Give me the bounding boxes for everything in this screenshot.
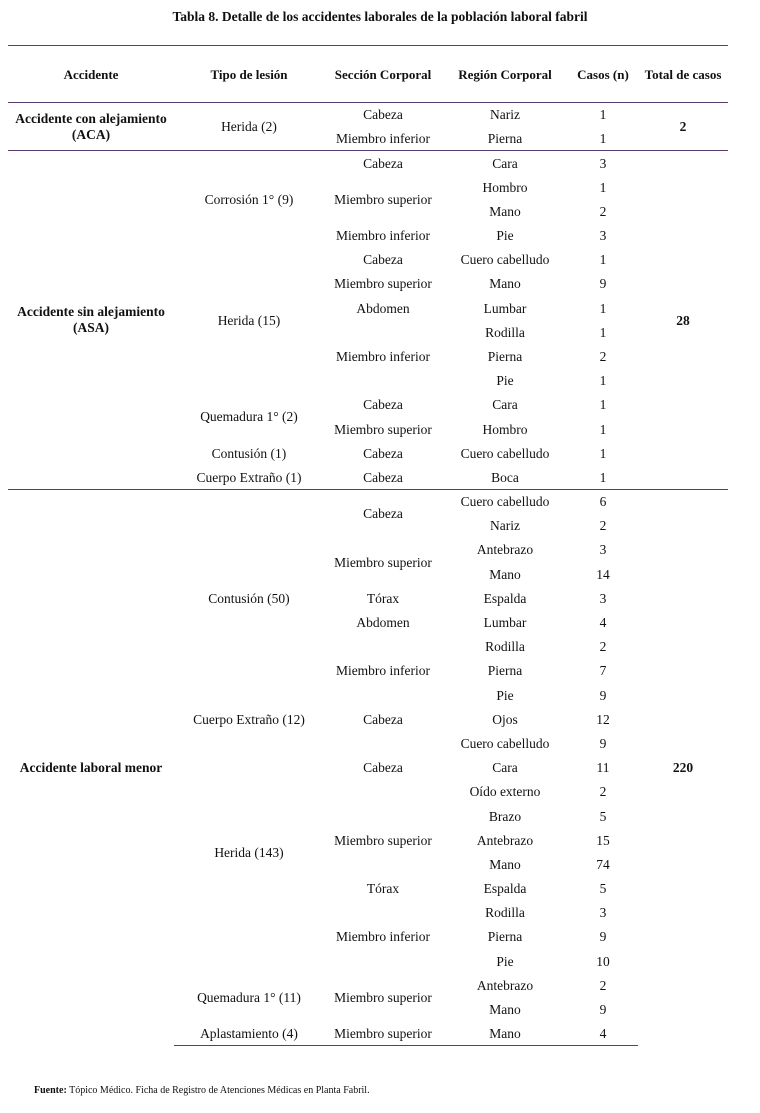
casos-cell: 9 bbox=[599, 929, 607, 945]
tipo-lesion-cell: Cuerpo Extraño (12) bbox=[193, 711, 305, 727]
seccion-corporal-cell: Cabeza bbox=[363, 760, 403, 776]
region-corporal-cell: Pierna bbox=[487, 929, 523, 945]
region-corporal-cell: Nariz bbox=[442, 103, 568, 127]
region-corporal-cell: Cuero cabelludo bbox=[460, 252, 550, 268]
region-corporal-cell: Cuero cabelludo bbox=[460, 735, 550, 751]
region-corporal-cell: Mano bbox=[489, 203, 521, 219]
header-tipo-lesion: Tipo de lesión bbox=[174, 46, 324, 103]
casos-cell: 14 bbox=[596, 566, 610, 582]
tipo-lesion-cell: Contusión (50) bbox=[174, 490, 324, 708]
tipo-lesion-cell: Herida (143) bbox=[214, 844, 284, 860]
casos-cell: 1 bbox=[599, 397, 607, 413]
table-row bbox=[8, 103, 728, 127]
seccion-corporal-cell: Miembro inferior bbox=[335, 663, 431, 679]
casos-cell: 1 bbox=[599, 373, 607, 389]
region-corporal-cell: Boca bbox=[491, 469, 519, 485]
region-corporal-cell: Pie bbox=[496, 687, 514, 703]
seccion-corporal-cell: Cabeza bbox=[324, 151, 442, 175]
seccion-corporal-cell: Miembro superior bbox=[334, 276, 432, 292]
casos-cell: 9 bbox=[599, 735, 607, 751]
casos-cell: 4 bbox=[568, 1022, 638, 1046]
region-corporal-cell: Brazo bbox=[488, 808, 522, 824]
region-corporal-cell: Mano bbox=[489, 1002, 521, 1018]
region-corporal-cell: Mano bbox=[489, 566, 521, 582]
seccion-corporal-cell: Tórax bbox=[366, 590, 400, 606]
casos-cell: 7 bbox=[599, 663, 607, 679]
casos-cell: 1 bbox=[599, 445, 607, 461]
tipo-lesion-cell: Cuerpo Extraño (1) bbox=[196, 469, 302, 485]
casos-cell: 1 bbox=[599, 131, 607, 147]
casos-cell: 3 bbox=[599, 542, 607, 558]
seccion-corporal-cell: Abdomen bbox=[356, 300, 410, 316]
casos-cell: 1 bbox=[568, 103, 638, 127]
region-corporal-cell: Pierna bbox=[487, 131, 523, 147]
casos-cell: 10 bbox=[596, 953, 610, 969]
tipo-lesion-cell: Herida (2) bbox=[174, 103, 324, 151]
seccion-corporal-cell: Miembro inferior bbox=[335, 228, 431, 244]
casos-cell: 6 bbox=[568, 490, 638, 514]
seccion-corporal-cell: Miembro inferior bbox=[335, 929, 431, 945]
seccion-corporal-cell: Miembro superior bbox=[324, 1022, 442, 1046]
header-casos: Casos (n) bbox=[568, 46, 638, 103]
region-corporal-cell: Antebrazo bbox=[476, 977, 534, 993]
region-corporal-cell: Cara bbox=[442, 151, 568, 175]
region-corporal-cell: Lumbar bbox=[483, 615, 527, 631]
region-corporal-cell: Mano bbox=[489, 856, 521, 872]
region-corporal-cell: Hombro bbox=[482, 179, 528, 195]
casos-cell: 3 bbox=[568, 151, 638, 175]
seccion-corporal-cell: Miembro superior bbox=[334, 989, 432, 1005]
region-corporal-cell: Pie bbox=[496, 228, 514, 244]
casos-cell: 3 bbox=[599, 905, 607, 921]
seccion-corporal-cell: Miembro inferior bbox=[335, 131, 431, 147]
region-corporal-cell: Ojos bbox=[492, 711, 518, 727]
casos-cell: 3 bbox=[599, 590, 607, 606]
seccion-corporal-cell: Cabeza bbox=[324, 103, 442, 127]
accidente-cell: Accidente con alejamiento (ACA) bbox=[8, 103, 174, 151]
tipo-lesion-cell: Contusión (1) bbox=[211, 445, 287, 461]
source-label: Fuente: bbox=[34, 1085, 67, 1096]
tipo-lesion-cell: Quemadura 1° (2) bbox=[200, 409, 298, 425]
casos-cell: 2 bbox=[599, 203, 607, 219]
casos-cell: 74 bbox=[596, 856, 610, 872]
total-casos-cell: 2 bbox=[638, 103, 728, 151]
seccion-corporal-cell: Cabeza bbox=[363, 252, 403, 268]
region-corporal-cell: Cara bbox=[492, 760, 518, 776]
region-corporal-cell: Rodilla bbox=[485, 639, 525, 655]
region-corporal-cell: Rodilla bbox=[485, 905, 525, 921]
region-corporal-cell: Cara bbox=[492, 397, 518, 413]
total-casos-cell: 220 bbox=[638, 490, 728, 1046]
header-total-casos: Total de casos bbox=[638, 46, 728, 103]
casos-cell: 2 bbox=[599, 784, 607, 800]
casos-cell: 9 bbox=[599, 1002, 607, 1018]
seccion-corporal-cell: Miembro superior bbox=[334, 832, 432, 848]
accidente-cell: Accidente sin alejamiento (ASA) bbox=[8, 151, 174, 490]
header-region-corporal: Región Corporal bbox=[442, 46, 568, 103]
seccion-corporal-cell: Abdomen bbox=[356, 615, 410, 631]
region-corporal-cell: Hombro bbox=[482, 421, 528, 437]
header-row bbox=[8, 46, 728, 103]
casos-cell: 5 bbox=[599, 881, 607, 897]
region-corporal-cell: Rodilla bbox=[485, 324, 525, 340]
accidents-table bbox=[8, 45, 728, 1046]
seccion-corporal-cell: Tórax bbox=[366, 881, 400, 897]
seccion-corporal-cell: Cabeza bbox=[363, 711, 403, 727]
casos-cell: 1 bbox=[599, 179, 607, 195]
seccion-corporal-cell: Miembro superior bbox=[334, 421, 432, 437]
tipo-lesion-cell: Corrosión 1° (9) bbox=[174, 151, 324, 248]
casos-cell: 2 bbox=[599, 639, 607, 655]
seccion-corporal-cell: Cabeza bbox=[363, 397, 403, 413]
seccion-corporal-cell: Miembro inferior bbox=[335, 348, 431, 364]
casos-cell: 2 bbox=[599, 518, 607, 534]
region-corporal-cell: Antebrazo bbox=[476, 542, 534, 558]
seccion-corporal-cell: Cabeza bbox=[324, 490, 442, 538]
seccion-corporal-cell: Cabeza bbox=[363, 445, 403, 461]
seccion-corporal-cell: Miembro superior bbox=[334, 554, 432, 570]
casos-cell: 1 bbox=[599, 252, 607, 268]
seccion-corporal-cell: Miembro superior bbox=[334, 191, 432, 207]
region-corporal-cell: Espalda bbox=[483, 590, 527, 606]
tipo-lesion-cell: Herida (15) bbox=[217, 312, 281, 328]
casos-cell: 11 bbox=[596, 760, 610, 776]
region-corporal-cell: Mano bbox=[442, 1022, 568, 1046]
total-casos-cell: 28 bbox=[638, 151, 728, 490]
casos-cell: 3 bbox=[599, 228, 607, 244]
header-seccion-corporal: Sección Corporal bbox=[324, 46, 442, 103]
region-corporal-cell: Mano bbox=[489, 276, 521, 292]
table-title: Tabla 8. Detalle de los accidentes laborales de la población laboral fabril bbox=[172, 9, 588, 24]
casos-cell: 4 bbox=[599, 615, 607, 631]
region-corporal-cell: Nariz bbox=[490, 518, 520, 534]
region-corporal-cell: Oído externo bbox=[469, 784, 541, 800]
accidente-cell: Accidente laboral menor bbox=[8, 490, 174, 1046]
casos-cell: 1 bbox=[599, 300, 607, 316]
casos-cell: 1 bbox=[599, 324, 607, 340]
region-corporal-cell: Pierna bbox=[487, 348, 523, 364]
casos-cell: 5 bbox=[599, 808, 607, 824]
casos-cell: 1 bbox=[599, 469, 607, 485]
casos-cell: 1 bbox=[599, 421, 607, 437]
region-corporal-cell: Pie bbox=[496, 953, 514, 969]
region-corporal-cell: Cuero cabelludo bbox=[460, 445, 550, 461]
source-text: Tópico Médico. Ficha de Registro de Atenciones Médicas en Planta Fabril. bbox=[66, 1085, 370, 1096]
casos-cell: 12 bbox=[596, 711, 610, 727]
table-row bbox=[8, 151, 728, 175]
region-corporal-cell: Pierna bbox=[487, 663, 523, 679]
region-corporal-cell: Antebrazo bbox=[476, 832, 534, 848]
tipo-lesion-cell: Quemadura 1° (11) bbox=[197, 989, 301, 1005]
region-corporal-cell: Espalda bbox=[483, 881, 527, 897]
seccion-corporal-cell: Cabeza bbox=[363, 469, 403, 485]
region-corporal-cell: Cuero cabelludo bbox=[442, 490, 568, 514]
source-note bbox=[34, 1085, 370, 1096]
casos-cell: 2 bbox=[599, 977, 607, 993]
region-corporal-cell: Pie bbox=[496, 373, 514, 389]
region-corporal-cell: Lumbar bbox=[483, 300, 527, 316]
casos-cell: 9 bbox=[599, 276, 607, 292]
casos-cell: 2 bbox=[599, 348, 607, 364]
casos-cell: 9 bbox=[599, 687, 607, 703]
table-row bbox=[8, 490, 728, 514]
header-accidente: Accidente bbox=[8, 46, 174, 103]
tipo-lesion-cell: Aplastamiento (4) bbox=[174, 1022, 324, 1046]
table-body bbox=[8, 103, 728, 1046]
casos-cell: 15 bbox=[596, 832, 610, 848]
